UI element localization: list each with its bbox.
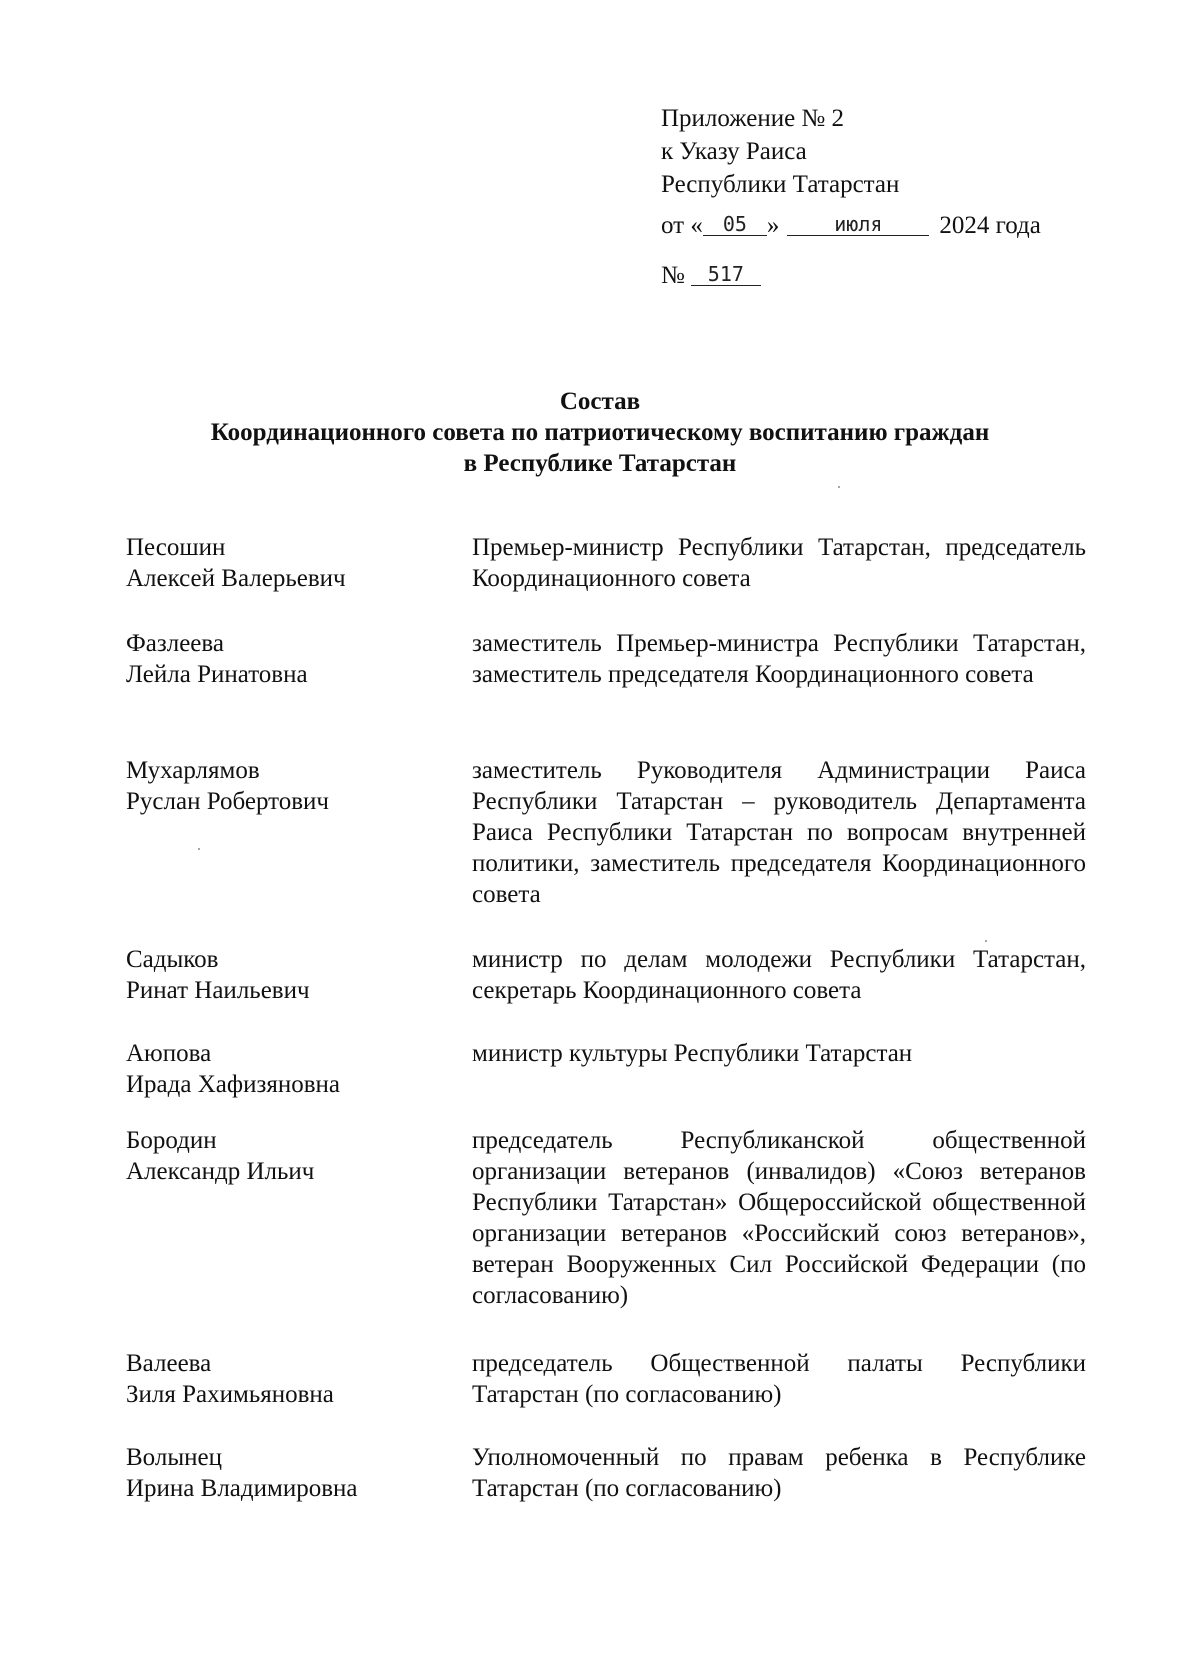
member-name — [126, 1348, 456, 1410]
member-name — [126, 1125, 456, 1187]
member-role: председатель Республиканской общественной организации ветеранов (инвалидов) «Союз ветеранов Республики Татарстан» Общероссийской общественной организации ветеранов «Российский союз ветеранов», ветеран Вооруженных Сил Российской Федерации (по согласованию) — [472, 1127, 1086, 1309]
member-surname: Бородин — [126, 1127, 217, 1154]
date-day: 05 — [703, 213, 767, 236]
title-line-3: в Республике Татарстан — [463, 450, 737, 477]
member-given-name: Ринат Наильевич — [126, 977, 310, 1004]
date-year: 2024 года — [939, 212, 1041, 239]
member-role: председатель Общественной палаты Республики Татарстан (по согласованию) — [472, 1350, 1086, 1408]
member-surname: Фазлеева — [126, 630, 224, 657]
member-name — [126, 944, 456, 1006]
member-role: Уполномоченный по правам ребенка в Республике Татарстан (по согласованию) — [472, 1444, 1086, 1502]
member-given-name: Ирада Хафизяновна — [126, 1071, 340, 1098]
member-role: министр по делам молодежи Республики Татарстан, секретарь Координационного совета — [472, 946, 1086, 1004]
appendix-line-1: Приложение № 2 — [661, 105, 845, 132]
member-given-name: Алексей Валерьевич — [126, 565, 346, 592]
member-given-name: Александр Ильич — [126, 1158, 315, 1185]
appendix-line-2: к Указу Раиса — [661, 138, 807, 165]
member-name — [126, 532, 456, 594]
member-role: заместитель Премьер-министра Республики Татарстан, заместитель председателя Координационного совета — [472, 630, 1086, 688]
scan-speck — [838, 486, 840, 488]
date-mid: » — [766, 212, 780, 239]
document-title — [100, 386, 1100, 479]
title-line-2: Координационного совета по патриотическому воспитанию граждан — [210, 419, 990, 446]
member-surname: Садыков — [126, 946, 219, 973]
member-given-name: Ирина Владимировна — [126, 1475, 358, 1502]
member-surname: Мухарлямов — [126, 757, 260, 784]
member-surname: Песошин — [126, 534, 226, 561]
member-role: Премьер-министр Республики Татарстан, председатель Координационного совета — [472, 534, 1086, 592]
member-surname: Валеева — [126, 1350, 212, 1377]
number-prefix: № — [661, 262, 685, 289]
member-given-name: Руслан Робертович — [126, 788, 329, 815]
member-surname: Аюпова — [126, 1040, 212, 1067]
decree-date — [661, 212, 1041, 240]
member-role: заместитель Руководителя Администрации Раиса Республики Татарстан – руководитель Департамента Раиса Республики Татарстан по вопросам внутренней политики, заместитель председателя Координационного совета — [472, 757, 1086, 908]
member-name — [126, 755, 456, 817]
member-name — [126, 1038, 456, 1100]
number-value: 517 — [691, 263, 761, 286]
member-surname: Волынец — [126, 1444, 222, 1471]
member-role: министр культуры Республики Татарстан — [472, 1040, 913, 1067]
appendix-line-3: Республики Татарстан — [661, 171, 900, 198]
member-name — [126, 1442, 456, 1504]
member-name — [126, 628, 456, 690]
member-given-name: Зиля Рахимьяновна — [126, 1381, 334, 1408]
date-prefix: от « — [661, 212, 703, 239]
date-month: июля — [787, 213, 929, 236]
scan-speck — [198, 848, 200, 850]
decree-number — [661, 262, 761, 290]
scan-speck — [985, 940, 987, 942]
appendix-header — [661, 102, 899, 201]
title-line-1: Состав — [559, 388, 641, 415]
member-given-name: Лейла Ринатовна — [126, 661, 308, 688]
